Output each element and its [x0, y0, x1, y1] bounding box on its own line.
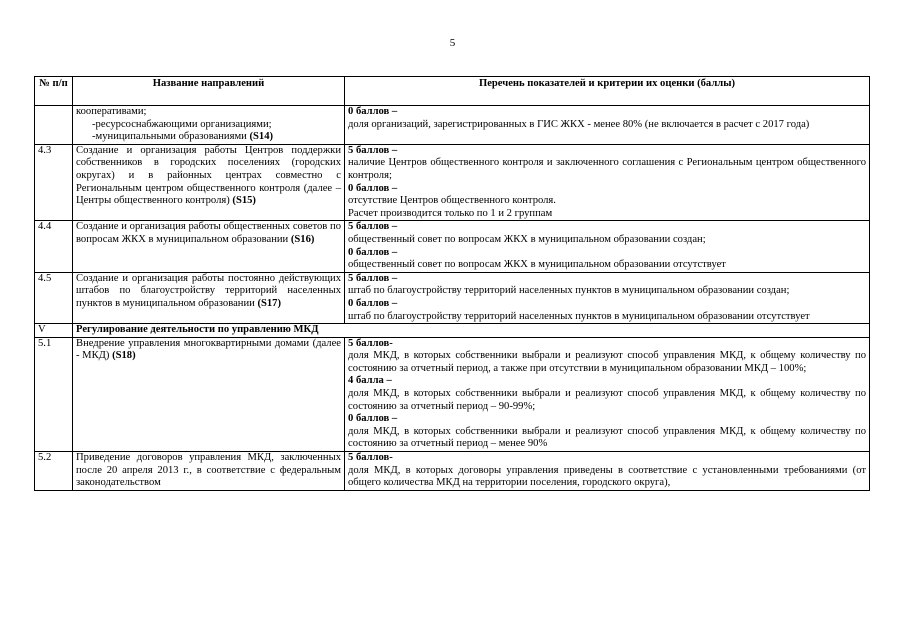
- row-name-cell: [73, 452, 345, 491]
- score-label: 5 баллов-: [348, 452, 393, 464]
- row-name: Создание и организация работы Центров поддержки собственников в городских поселениях (городских округах) и в районных центрах совместно с Региональным центром общественного контроля (далее – Центры общественного контроля): [76, 144, 341, 207]
- calc-note: Расчет производится только по 1 и 2 группам: [348, 207, 553, 219]
- table-row: [35, 337, 870, 451]
- row-name: Приведение договоров управления МКД, заключенных после 20 апреля 2013 г., в соответствие с федеральным законодательством: [76, 452, 341, 489]
- score-label: 5 баллов –: [348, 221, 398, 233]
- name-line-text: -муниципальными образованиями: [92, 131, 247, 143]
- row-name-cell: [73, 144, 345, 221]
- score-label: 0 баллов –: [348, 413, 398, 425]
- score-text: доля МКД, в которых собственники выбрали и реализуют способ управления МКД, к общему количеству по состоянию за отчетный период – 90-99%;: [348, 388, 866, 412]
- score-text: доля МКД, в которых собственники выбрали и реализуют способ управления МКД, к общему количеству по состоянию за отчетный период – менее 90%: [348, 425, 866, 450]
- row-num: 5.2: [35, 452, 73, 491]
- score-text: общественный совет по вопросам ЖКХ в муниципальном образовании отсутствует: [348, 259, 726, 271]
- name-line: кооперативами;: [76, 106, 147, 117]
- row-name-cell: [73, 272, 345, 323]
- page-number: 5: [449, 37, 456, 49]
- row-num-cell: [35, 106, 73, 145]
- score-text: наличие Центров общественного контроля и заключенного соглашения с Региональным центром общественного контроля;: [348, 157, 866, 181]
- score-label: 4 балла –: [348, 375, 392, 387]
- criteria-table: [34, 76, 870, 491]
- row-name-cell: [73, 221, 345, 272]
- row-criteria-cell: [345, 221, 870, 272]
- header-criteria: Перечень показателей и критерии их оценки (баллы): [345, 77, 870, 106]
- score-label: 5 баллов –: [348, 144, 398, 156]
- indicator-code: (S15): [232, 195, 256, 207]
- score-text: доля МКД, в которых договоры управления приведены в соответствие с установленными требованиями (от общего количества МКД на территории поселения, городского округа),: [348, 464, 866, 489]
- indicator-code: (S17): [257, 297, 281, 309]
- score-text: доля МКД, в которых собственники выбрали и реализуют способ управления МКД, к общему количеству по состоянию за отчетный период, а также при отсутствии в муниципальном образовании МКД – 100%;: [348, 350, 866, 374]
- table-row: [35, 221, 870, 272]
- row-criteria-cell: [345, 272, 870, 323]
- score-text: отсутствие Центров общественного контроля.: [348, 195, 556, 207]
- table-row: [35, 144, 870, 221]
- table-row: [35, 452, 870, 491]
- row-name: Создание и организация работы постоянно действующих штабов по благоустройству территорий населенных пунктов в муниципальном образовании: [76, 272, 341, 309]
- row-num: 4.5: [35, 272, 73, 323]
- table-header-row: [35, 77, 870, 106]
- section-num: V: [35, 324, 73, 338]
- score-label: 0 баллов –: [348, 246, 398, 258]
- row-name: Создание и организация работы общественных советов по вопросам ЖКХ в муниципальном образовании: [76, 221, 341, 245]
- header-num: № п/п: [35, 77, 73, 106]
- row-name-cell: [73, 106, 345, 145]
- indicator-code: (S14): [249, 131, 274, 143]
- indicator-code: (S16): [290, 233, 315, 245]
- score-label: 5 баллов-: [348, 337, 393, 349]
- score-text: доля организаций, зарегистрированных в ГИС ЖКХ - менее 80% (не включается в расчет с 2017 года): [348, 118, 810, 130]
- row-num: 4.4: [35, 221, 73, 272]
- name-line: -ресурсоснабжающими организациями;: [92, 118, 272, 130]
- score-label: 0 баллов –: [348, 106, 398, 117]
- score-label: 0 баллов –: [348, 297, 398, 309]
- score-text: общественный совет по вопросам ЖКХ в муниципальном образовании создан;: [348, 233, 706, 245]
- section-row: [35, 324, 870, 338]
- row-criteria-cell: [345, 452, 870, 491]
- header-name: Название направлений: [73, 77, 345, 106]
- row-criteria-cell: [345, 144, 870, 221]
- name-line: [76, 131, 341, 144]
- score-label: 5 баллов –: [348, 272, 398, 284]
- row-name-cell: [73, 337, 345, 451]
- row-num: 5.1: [35, 337, 73, 451]
- section-title: Регулирование деятельности по управлению МКД: [73, 324, 870, 338]
- row-num: 4.3: [35, 144, 73, 221]
- score-text: штаб по благоустройству территорий населенных пунктов в муниципальном образовании создан;: [348, 285, 790, 297]
- score-text: штаб по благоустройству территорий населенных пунктов в муниципальном образовании отсутствует: [348, 310, 810, 322]
- row-name: Внедрение управления многоквартирными домами (далее - МКД): [76, 337, 341, 362]
- table-row: [35, 106, 870, 145]
- row-criteria-cell: [345, 106, 870, 145]
- indicator-code: (S18): [112, 350, 136, 362]
- table-row: [35, 272, 870, 323]
- row-criteria-cell: [345, 337, 870, 451]
- score-label: 0 баллов –: [348, 182, 398, 194]
